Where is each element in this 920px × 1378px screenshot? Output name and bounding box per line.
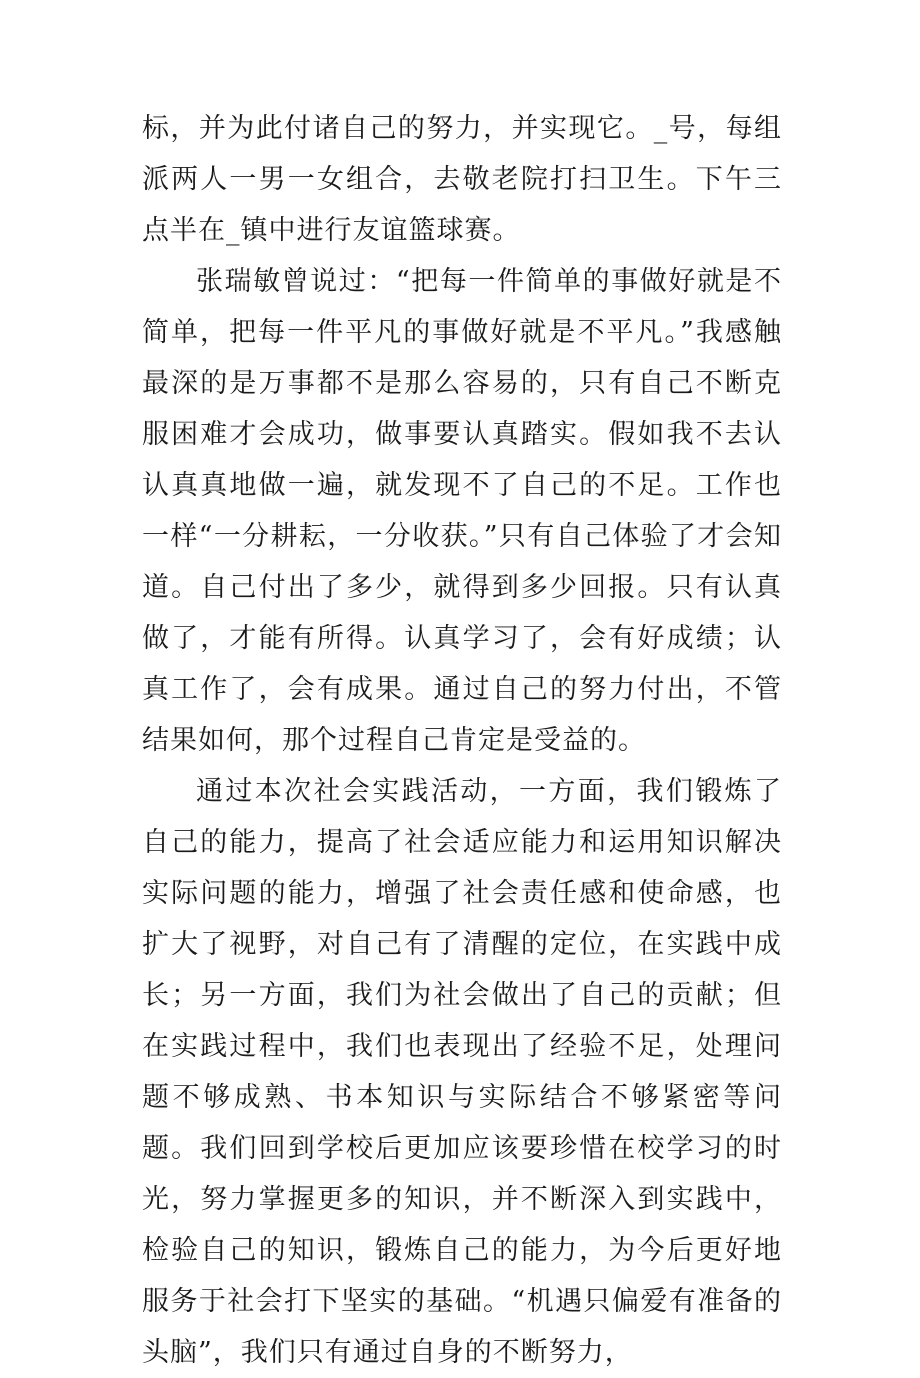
- paragraph-social-practice: 通过本次社会实践活动，一方面，我们锻炼了自己的能力，提高了社会适应能力和运用知识解决实际问题的能力，增强了社会责任感和使命感，也扩大了视野，对自己有了清醒的定位，在实践中成长；另一方面，我们为社会做出了自己的贡献；但在实践过程中，我们也表现出了经验不足，处理问题不够成熟、书本知识与实际结合不够紧密等问题。我们回到学校后更加应该要珍惜在校学习的时光，努力掌握更多的知识，并不断深入到实践中，检验自己的知识，锻炼自己的能力，为今后更好地服务于社会打下坚实的基础。“机遇只偏爱有准备的头脑”，我们只有通过自身的不断努力，: [142, 776, 782, 1368]
- paragraph-zhang-ruimin-quote: 张瑞敏曾说过：“把每一件简单的事做好就是不简单，把每一件平凡的事做好就是不平凡。”我感触最深的是万事都不是那么容易的，只有自己不断克服困难才会成功，做事要认真踏实。假如我不去认认真真地做一遍，就发现不了自己的不足。工作也一样“一分耕耘，一分收获。”只有自己体验了才会知道。自己付出了多少，就得到多少回报。只有认真做了，才能有所得。认真学习了，会有好成绩；认真工作了，会有成果。通过自己的努力付出，不管结果如何，那个过程自己肯定是受益的。: [142, 266, 782, 756]
- document-body: [142, 103, 782, 1378]
- paragraph-continuation: 标，并为此付诸自己的努力，并实现它。_号，每组派两人一男一女组合，去敬老院打扫卫生。下午三点半在_镇中进行友谊篮球赛。: [142, 113, 782, 246]
